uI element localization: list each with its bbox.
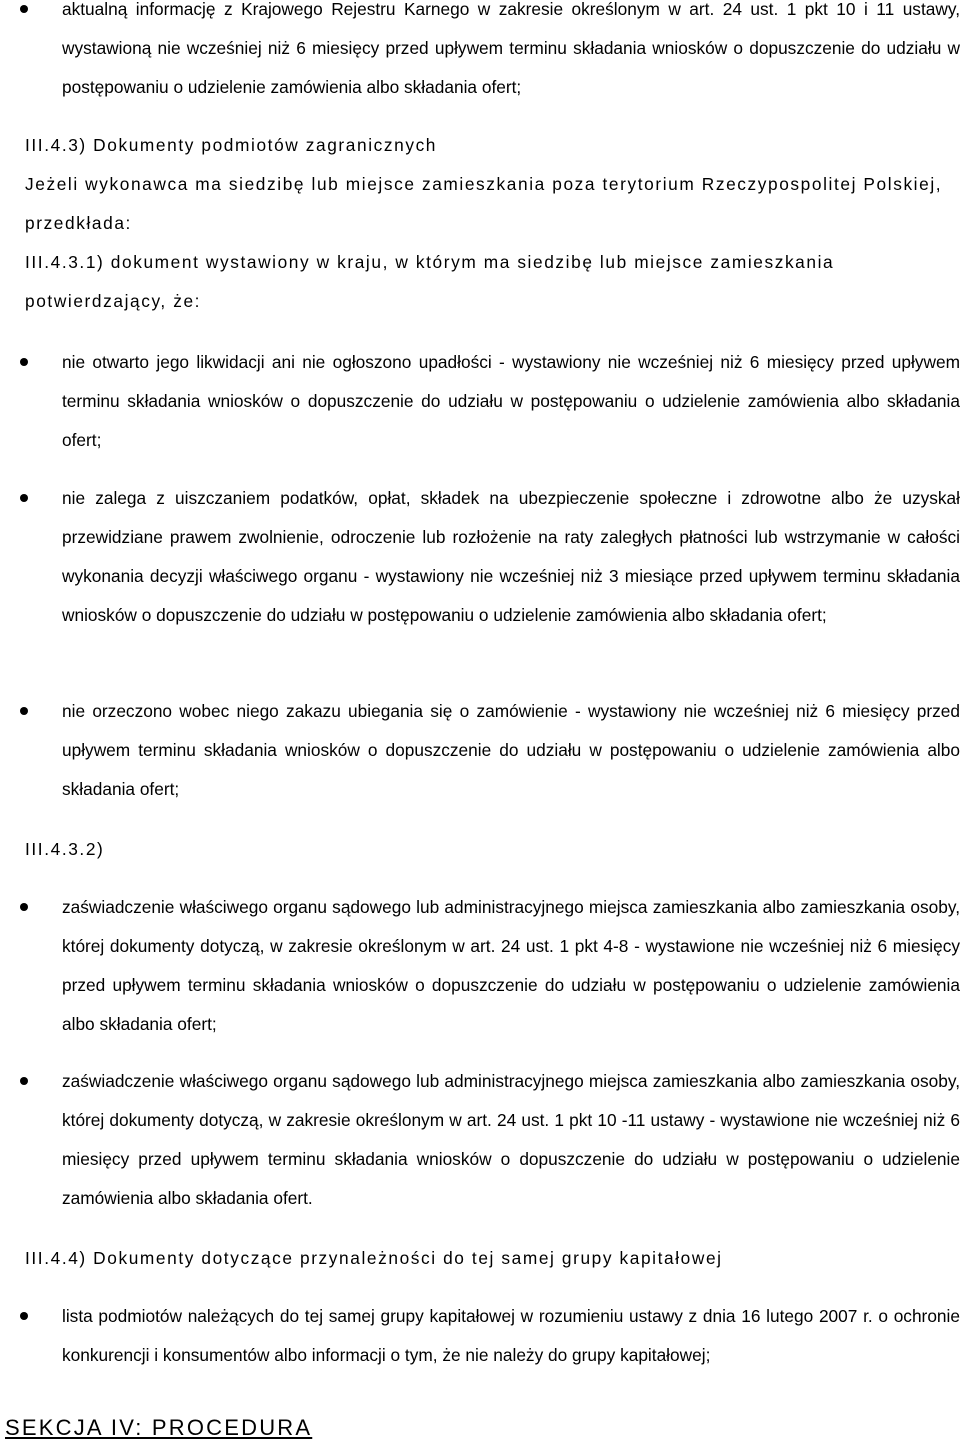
list-item-no-ban <box>62 692 960 809</box>
heading-iii-4-3-1: III.4.3.1) dokument wystawiony w kraju, w którym ma siedzibę lub miejsce zamieszkania potwierdzający, że: <box>25 252 835 311</box>
list-item-text: lista podmiotów należących do tej samej grupy kapitałowej w rozumieniu ustawy z dnia 16 lutego 2007 r. o ochronie konkurencji i konsumentów albo informacji o tym, że nie należy do grupy kapitałowej; <box>62 1306 960 1365</box>
list-item-no-liquidation <box>62 343 960 460</box>
list-item-text: nie orzeczono wobec niego zakazu ubiegania się o zamówienie - wystawiony nie wcześniej niż 6 miesięcy przed upływem terminu składania wniosków o dopuszczenie do udziału w postępowaniu o udzielenie zamówienia albo składania ofert; <box>62 701 960 799</box>
list-item-text: aktualną informację z Krajowego Rejestru Karnego w zakresie określonym w art. 24 ust. 1 pkt 10 i 11 ustawy, wystawioną nie wcześniej niż 6 miesięcy przed upływem terminu składania wniosków o dopuszczenie do udziału w postępowaniu o udzielenie zamówienia albo składania ofert; <box>62 0 960 97</box>
heading-iii-4-3: III.4.3) Dokumenty podmiotów zagranicznych <box>25 135 438 155</box>
list-item-no-tax-arrears <box>62 479 960 635</box>
bullet-icon <box>20 1077 28 1085</box>
list-item-krk-info <box>62 0 960 107</box>
bullet-icon <box>20 707 28 715</box>
section-title: SEKCJA IV: PROCEDURA <box>5 1415 313 1440</box>
bullet-icon <box>20 494 28 502</box>
bullet-icon <box>20 358 28 366</box>
list-item-text: nie otwarto jego likwidacji ani nie ogłoszono upadłości - wystawiony nie wcześniej niż 6 miesięcy przed upływem terminu składania wniosków o dopuszczenie do udziału w postępowaniu o udzielenie zamówienia albo składania ofert; <box>62 352 960 450</box>
list-item-text: nie zalega z uiszczaniem podatków, opłat, składek na ubezpieczenie społeczne i zdrowotne albo że uzyskał przewidziane prawem zwolnienie, odroczenie lub rozłożenie na raty zaległych płatności lub wstrzymanie w całości wykonania decyzji właściwego organu - wystawiony nie wcześniej niż 3 miesiące przed upływem terminu składania wniosków o dopuszczenie do udziału w postępowaniu o udzielenie zamówienia albo składania ofert; <box>62 488 960 625</box>
bullet-icon <box>20 903 28 911</box>
paragraph-foreign-intro: Jeżeli wykonawca ma siedzibę lub miejsce zamieszkania poza terytorium Rzeczypospolitej Polskiej, przedkłada: <box>25 174 943 233</box>
list-item-text: zaświadczenie właściwego organu sądowego lub administracyjnego miejsca zamieszkania albo zamieszkania osoby, której dokumenty dotyczą, w zakresie określonym w art. 24 ust. 1 pkt 4-8 - wystawione nie wcześniej niż 6 miesięcy przed upływem terminu składania wniosków o dopuszczenie do udziału w postępowaniu o udzielenie zamówienia albo składania ofert; <box>62 897 960 1034</box>
list-item-text: zaświadczenie właściwego organu sądowego lub administracyjnego miejsca zamieszkania albo zamieszkania osoby, której dokumenty dotyczą, w zakresie określonym w art. 24 ust. 1 pkt 10 -11 ustawy - wystawione nie wcześniej niż 6 miesięcy przed upływem terminu składania wniosków o dopuszczenie do udziału w postępowaniu o udzielenie zamówienia albo składania ofert. <box>62 1071 960 1208</box>
heading-iii-4-4: III.4.4) Dokumenty dotyczące przynależności do tej samej grupy kapitałowej <box>25 1248 723 1268</box>
bullet-icon <box>20 5 28 13</box>
list-item-court-certificate-10-11 <box>62 1062 960 1218</box>
list-item-court-certificate-4-8 <box>62 888 960 1044</box>
bullet-icon <box>20 1312 28 1320</box>
heading-iii-4-3-2: III.4.3.2) <box>25 839 105 859</box>
list-item-capital-group <box>62 1297 960 1375</box>
